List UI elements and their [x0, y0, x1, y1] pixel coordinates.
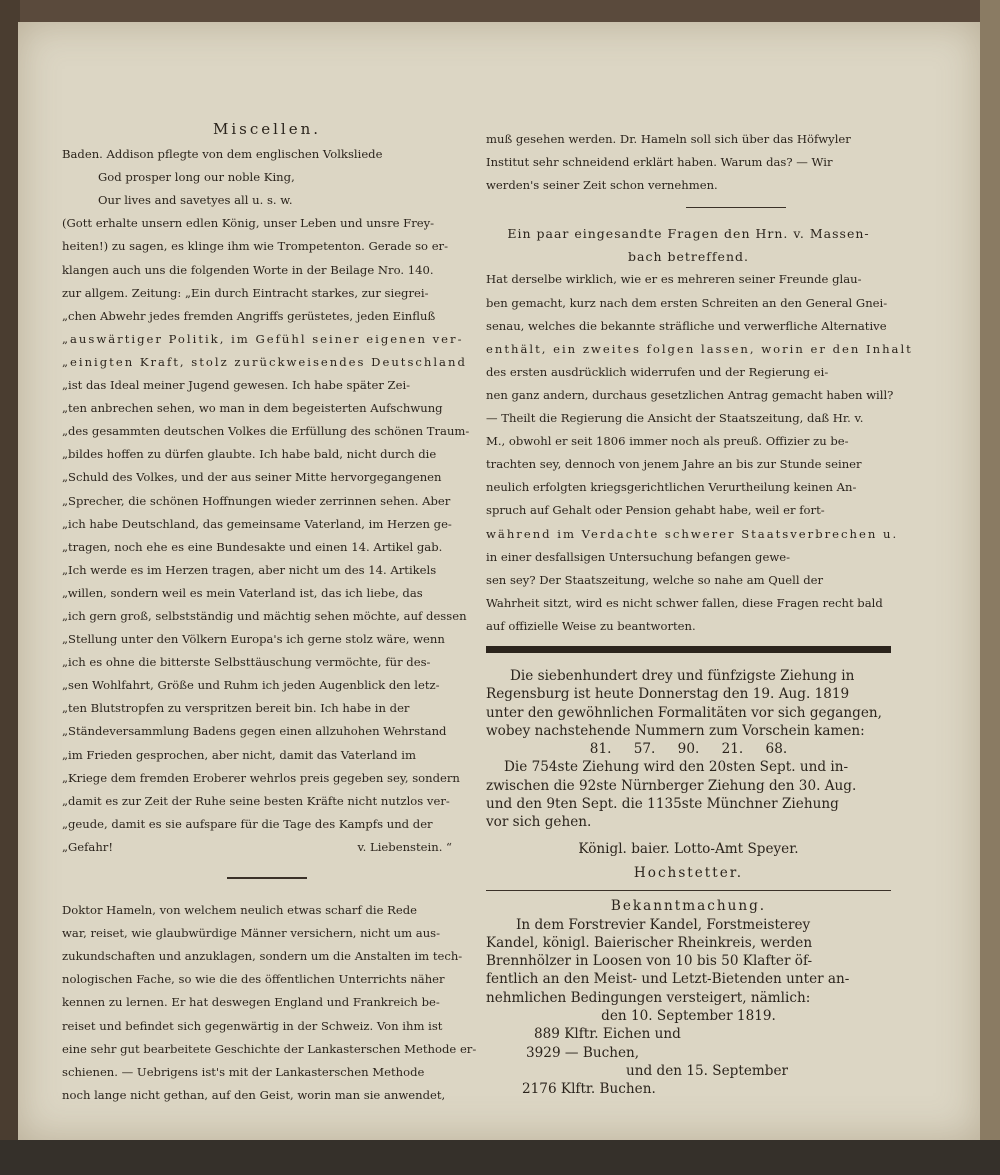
- text-line: „damit es zur Zeit der Ruhe seine besten Kräfte nicht nutzlos ver-: [62, 793, 450, 808]
- text-line: — Theilt die Regierung die Ansicht der Staatszeitung, daß Hr. v.: [486, 411, 864, 426]
- text-line: auf offizielle Weise zu beantworten.: [486, 618, 696, 633]
- text-line: klangen auch uns die folgenden Worte in der Beilage Nro. 140.: [62, 262, 434, 277]
- text-line: (Gott erhalte unsern edlen König, unser Leben und unsre Frey-: [62, 216, 435, 231]
- text-line: „tragen, noch ehe es eine Bundesakte und einen 14. Artikel gab.: [62, 539, 443, 554]
- text-line: zukundschaften und anzuklagen, sondern um die Anstalten im tech-: [62, 949, 463, 964]
- notice-date: den 10. September 1819.: [601, 1008, 776, 1025]
- text-line: „chen Abwehr jedes fremden Angriffs gerüstetes, jeden Einfluß: [62, 308, 436, 323]
- text-line: „Ich werde es im Herzen tragen, aber nicht um des 14. Artikels: [62, 562, 437, 577]
- text-line: „des gesammten deutschen Volkes die Erfüllung des schönen Traum-: [62, 424, 470, 439]
- section-title: Miscellen.: [212, 120, 322, 138]
- text-line: „Stellung unter den Völkern Europa's ich gerne stolz wäre, wenn: [62, 632, 445, 647]
- text-line: ben gemacht, kurz nach dem ersten Schreiten an den General Gnei-: [486, 295, 888, 310]
- notice-title: Bekanntmachung.: [610, 898, 767, 915]
- text-line: Wahrheit sitzt, wird es nicht schwer fallen, diese Fragen recht bald: [486, 595, 883, 610]
- text-line: „bildes hoffen zu dürfen glaubte. Ich habe bald, nicht durch die: [62, 447, 437, 462]
- text-line: eine sehr gut bearbeitete Geschichte der Lankasterschen Methode er-: [62, 1041, 477, 1056]
- text-line: zur allgem. Zeitung: „Ein durch Eintracht starkes, zur siegrei-: [62, 285, 429, 300]
- text-line: spruch auf Gehalt oder Pension gehabt habe, weil er fort-: [486, 503, 825, 518]
- text-line: Doktor Hameln, von welchem neulich etwas scharf die Rede: [62, 903, 418, 918]
- text-line: vor sich gehen.: [486, 814, 592, 831]
- text-line: und den 9ten Sept. die 1135ste Münchner Ziehung: [486, 796, 839, 813]
- text-line: Regensburg ist heute Donnerstag den 19. Aug. 1819: [486, 686, 850, 703]
- divider: [227, 877, 307, 879]
- article-heading: Ein paar eingesandte Fragen den Hrn. v. Massen-: [507, 226, 870, 242]
- text-line: 3929 — Buchen,: [526, 1044, 640, 1061]
- text-line: M., obwohl er seit 1806 immer noch als preuß. Offizier zu be-: [486, 434, 849, 449]
- text-line: war, reiset, wie glaubwürdige Männer versichern, nicht um aus-: [62, 926, 441, 941]
- lottery-notice: [486, 667, 891, 882]
- text-line: sen sey? Der Staatszeitung, welche so nahe am Quell der: [486, 572, 824, 587]
- text-line: „ten Blutstropfen zu verspritzen bereit bin. Ich habe in der: [62, 701, 410, 716]
- text-line: „ich habe Deutschland, das gemeinsame Vaterland, im Herzen ge-: [62, 516, 452, 531]
- lottery-signatory: Hochstetter.: [633, 864, 744, 881]
- text-line: Brennhölzer in Loosen von 10 bis 50 Klafter öf-: [486, 953, 813, 970]
- page-right-edge: [980, 0, 1000, 1175]
- text-line: trachten sey, dennoch von jenem Jahre an bis zur Stunde seiner: [486, 457, 862, 472]
- text-line: „ich gern groß, selbstständig und mächtig sehen möchte, auf dessen: [62, 608, 467, 623]
- text-line: nehmlichen Bedingungen versteigert, nämlich:: [486, 989, 811, 1006]
- text-line: „ich es ohne die bitterste Selbsttäuschung vermöchte, für des-: [62, 655, 431, 670]
- article-heading: bach betreffend.: [628, 249, 749, 265]
- book-top-edge: [0, 0, 1000, 22]
- section-divider: [486, 646, 891, 653]
- text-line: reiset und befindet sich gegenwärtig in der Schweiz. Von ihm ist: [62, 1018, 443, 1033]
- text-line: Hat derselbe wirklich, wie er es mehreren seiner Freunde glau-: [486, 272, 862, 287]
- text-line: Our lives and savetyes all u. s. w.: [98, 193, 293, 208]
- notice-date: und den 15. September: [626, 1062, 788, 1079]
- text-line: „im Frieden gesprochen, aber nicht, damit das Vaterland im: [62, 747, 416, 762]
- text-line: „Sprecher, die schönen Hoffnungen wieder zerrinnen sehen. Aber: [62, 493, 451, 508]
- text-line: 2176 Klftr. Buchen.: [522, 1081, 656, 1098]
- text-line: nologischen Fache, so wie die des öffentlichen Unterrichts näher: [62, 972, 445, 987]
- text-line: in einer desfallsigen Untersuchung befangen gewe-: [486, 549, 791, 564]
- divider: [486, 890, 891, 891]
- text-line: „Schuld des Volkes, und der aus seiner Mitte hervorgegangenen: [62, 470, 442, 485]
- public-notice: [486, 897, 891, 1098]
- text-line: „einigten Kraft, stolz zurückweisendes Deutschland: [62, 354, 467, 369]
- text-line: senau, welches die bekannte sträfliche und verwerfliche Alternative: [486, 318, 887, 333]
- text-line: enthält, ein zweites folgen lassen, worin er den Inhalt: [486, 341, 913, 356]
- text-line: „ten anbrechen sehen, wo man in dem begeisterten Aufschwung: [62, 401, 443, 416]
- text-line: während im Verdachte schwerer Staatsverbrechen u.: [486, 526, 899, 541]
- right-column: [486, 128, 913, 1099]
- lottery-office: Königl. baier. Lotto-Amt Speyer.: [578, 840, 799, 857]
- text-line: Institut sehr schneidend erklärt haben. Warum das? — Wir: [486, 155, 833, 170]
- text-line: Baden. Addison pflegte von dem englischen Volksliede: [62, 147, 383, 162]
- text-line: Die siebenhundert drey und fünfzigste Ziehung in: [510, 667, 855, 684]
- text-line: des ersten ausdrücklich widerrufen und der Regierung ei-: [486, 364, 829, 379]
- text-line: „ist das Ideal meiner Jugend gewesen. Ich habe später Zei-: [62, 378, 411, 393]
- text-line: Kandel, königl. Baierischer Rheinkreis, werden: [486, 934, 813, 951]
- text-line: „geude, damit es sie aufspare für die Tage des Kampfs und der: [62, 816, 433, 831]
- text-line: Die 754ste Ziehung wird den 20sten Sept. und in-: [504, 759, 849, 776]
- text-line: fentlich an den Meist- und Letzt-Bietenden unter an-: [486, 971, 850, 988]
- text-line: muß gesehen werden. Dr. Hameln soll sich über das Höfwyler: [486, 132, 851, 146]
- text-line: „auswärtiger Politik, im Gefühl seiner eigenen ver-: [62, 331, 464, 346]
- book-bottom-edge: [0, 1140, 1000, 1175]
- text-line: neulich erfolgten kriegsgerichtlichen Verurtheilung keinen An-: [486, 480, 857, 495]
- text-line: 889 Klftr. Eichen und: [534, 1026, 681, 1043]
- text-line: nen ganz andern, durchaus gesetzlichen Antrag gemacht haben will?: [486, 387, 894, 402]
- text-line: „Ständeversammlung Badens gegen einen allzuhohen Wehrstand: [62, 724, 447, 739]
- text-line: kennen zu lernen. Er hat deswegen England und Frankreich be-: [62, 995, 440, 1010]
- text-line: „Kriege dem fremden Eroberer wehrlos preis gegeben sey, sondern: [62, 770, 460, 785]
- text-line: In dem Forstrevier Kandel, Forstmeisterey: [516, 916, 811, 933]
- signature: v. Liebenstein. “: [357, 840, 452, 854]
- text-line: „Gefahr!: [62, 839, 114, 854]
- text-line: noch lange nicht gethan, auf den Geist, worin man sie anwendet,: [62, 1087, 446, 1102]
- text-line: zwischen die 92ste Nürnberger Ziehung den 30. Aug.: [486, 777, 857, 794]
- book-spine: [0, 0, 20, 1175]
- text-line: „willen, sondern weil es mein Vaterland ist, das ich liebe, das: [62, 585, 423, 600]
- divider: [686, 207, 786, 208]
- text-line: God prosper long our noble King,: [98, 170, 295, 185]
- text-line: wobey nachstehende Nummern zum Vorschein kamen:: [486, 722, 865, 739]
- text-line: schienen. — Uebrigens ist's mit der Lankasterschen Methode: [62, 1064, 425, 1079]
- text-line: unter den gewöhnlichen Formalitäten vor sich gegangen,: [486, 704, 882, 721]
- left-column: [62, 118, 477, 1107]
- text-line: „sen Wohlfahrt, Größe und Ruhm ich jeden Augenblick den letz-: [62, 678, 440, 693]
- text-line: werden's seiner Zeit schon vernehmen.: [486, 178, 718, 193]
- text-line: heiten!) zu sagen, es klinge ihm wie Trompetenton. Gerade so er-: [62, 239, 449, 254]
- lottery-numbers: 81. 57. 90. 21. 68.: [589, 741, 788, 758]
